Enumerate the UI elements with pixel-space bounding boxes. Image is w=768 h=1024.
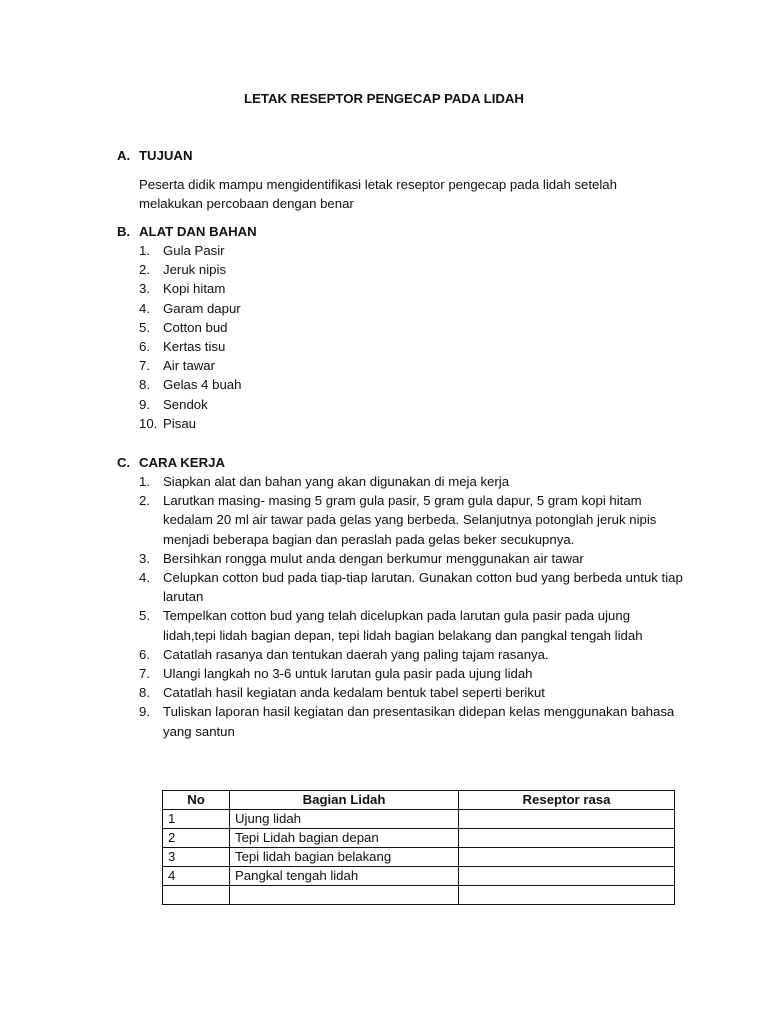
list-item bbox=[139, 414, 679, 433]
section-b-letter: B. bbox=[117, 224, 131, 239]
list-number: 1. bbox=[139, 474, 150, 489]
section-a-title: TUJUAN bbox=[139, 148, 193, 163]
list-text: Gula Pasir bbox=[163, 243, 225, 258]
list-number: 4. bbox=[139, 570, 150, 586]
list-number: 10. bbox=[139, 415, 158, 431]
table-cell bbox=[163, 886, 230, 905]
list-text: Tempelkan cotton bud yang telah dicelupkan pada larutan gula pasir pada ujung lidah,tepi lidah bagian depan, tepi lidah bagian belakang dan pangkal tengah lidah bbox=[163, 608, 643, 643]
list-number: 7. bbox=[139, 666, 150, 682]
list-number: 7. bbox=[139, 358, 150, 374]
table-cell: 2 bbox=[163, 829, 230, 848]
materials-list bbox=[139, 241, 679, 433]
table-row bbox=[163, 848, 675, 867]
list-item bbox=[139, 279, 679, 298]
list-text: Kertas tisu bbox=[163, 339, 226, 355]
procedure-list bbox=[139, 472, 684, 741]
list-item bbox=[139, 683, 684, 702]
list-text: Cotton bud bbox=[163, 319, 228, 335]
list-item bbox=[139, 337, 679, 356]
list-text: Gelas 4 buah bbox=[163, 377, 242, 393]
list-number: 6. bbox=[139, 339, 150, 355]
section-a-text: Peserta didik mampu mengidentifikasi letak reseptor pengecap pada lidah setelah melakukan percobaan dengan benar bbox=[139, 177, 617, 212]
list-number: 2. bbox=[139, 493, 150, 509]
header-reseptor-rasa: Reseptor rasa bbox=[459, 791, 675, 810]
list-item bbox=[139, 299, 679, 318]
list-item bbox=[139, 491, 684, 549]
list-text: Ulangi langkah no 3-6 untuk larutan gula pasir pada ujung lidah bbox=[163, 666, 533, 682]
section-a-heading bbox=[117, 146, 192, 165]
document-title: LETAK RESEPTOR PENGECAP PADA LIDAH bbox=[244, 91, 524, 106]
table-cell: 1 bbox=[163, 810, 230, 829]
table-cell: Pangkal tengah lidah bbox=[230, 867, 459, 886]
table-cell bbox=[459, 829, 675, 848]
list-text: Celupkan cotton bud pada tiap-tiap larutan. Gunakan cotton bud yang berbeda untuk tiap larutan bbox=[163, 570, 683, 605]
table-cell bbox=[459, 867, 675, 886]
table-cell: 4 bbox=[163, 867, 230, 886]
list-item bbox=[139, 549, 684, 568]
list-item bbox=[139, 260, 679, 279]
list-text: Tuliskan laporan hasil kegiatan dan presentasikan didepan kelas menggunakan bahasa yang santun bbox=[163, 704, 675, 739]
list-text: Catatlah hasil kegiatan anda kedalam bentuk tabel seperti berikut bbox=[163, 685, 545, 701]
table-cell: Ujung lidah bbox=[230, 810, 459, 829]
list-number: 5. bbox=[139, 319, 150, 335]
list-item bbox=[139, 568, 684, 606]
section-c-letter: C. bbox=[117, 455, 131, 470]
list-number: 2. bbox=[139, 262, 150, 278]
list-number: 3. bbox=[139, 281, 150, 297]
table-row bbox=[163, 867, 675, 886]
list-item bbox=[139, 472, 684, 491]
table-row bbox=[163, 886, 675, 905]
list-text: Siapkan alat dan bahan yang akan digunakan di meja kerja bbox=[163, 474, 510, 489]
section-a-letter: A. bbox=[117, 148, 131, 163]
table-cell bbox=[459, 886, 675, 905]
list-text: Pisau bbox=[163, 415, 196, 431]
list-item bbox=[139, 241, 679, 260]
section-b-title: ALAT DAN BAHAN bbox=[139, 224, 257, 239]
list-item bbox=[139, 645, 684, 664]
list-item bbox=[139, 664, 684, 683]
list-text: Sendok bbox=[163, 396, 208, 412]
list-text: Garam dapur bbox=[163, 300, 241, 316]
header-bagian-lidah: Bagian Lidah bbox=[230, 791, 459, 810]
results-table bbox=[162, 790, 675, 905]
list-number: 5. bbox=[139, 608, 150, 624]
list-text: Kopi hitam bbox=[163, 281, 226, 297]
table-cell bbox=[459, 810, 675, 829]
list-item bbox=[139, 395, 679, 414]
section-c-title: CARA KERJA bbox=[139, 455, 225, 470]
list-number: 6. bbox=[139, 646, 150, 662]
list-text: Jeruk nipis bbox=[163, 262, 227, 278]
table-cell bbox=[459, 848, 675, 867]
list-item bbox=[139, 375, 679, 394]
section-c-heading bbox=[117, 453, 225, 472]
list-item bbox=[139, 702, 684, 740]
list-number: 4. bbox=[139, 300, 150, 316]
list-number: 1. bbox=[139, 243, 150, 258]
list-number: 3. bbox=[139, 550, 150, 566]
section-b-heading bbox=[117, 222, 257, 241]
table-row bbox=[163, 829, 675, 848]
list-number: 8. bbox=[139, 685, 150, 701]
list-text: Larutkan masing- masing 5 gram gula pasir, 5 gram gula dapur, 5 gram kopi hitam kedalam 20 ml air tawar pada gelas yang berbeda. Selanjutnya potonglah jeruk nipis menjadi beberapa bagian dan peraslah pada gelas beker secukupnya. bbox=[163, 493, 657, 547]
table-cell: 3 bbox=[163, 848, 230, 867]
list-number: 8. bbox=[139, 377, 150, 393]
header-no: No bbox=[163, 791, 230, 810]
table-cell: Tepi lidah bagian belakang bbox=[230, 848, 459, 867]
list-number: 9. bbox=[139, 704, 150, 720]
list-item bbox=[139, 606, 684, 644]
table-header-row bbox=[163, 791, 675, 810]
table-row bbox=[163, 810, 675, 829]
table-cell bbox=[230, 886, 459, 905]
table-cell: Tepi Lidah bagian depan bbox=[230, 829, 459, 848]
list-text: Bersihkan rongga mulut anda dengan berkumur menggunakan air tawar bbox=[163, 550, 584, 566]
list-text: Air tawar bbox=[163, 358, 216, 374]
list-item bbox=[139, 356, 679, 375]
list-number: 9. bbox=[139, 396, 150, 412]
list-item bbox=[139, 318, 679, 337]
list-text: Catatlah rasanya dan tentukan daerah yang paling tajam rasanya. bbox=[163, 646, 549, 662]
